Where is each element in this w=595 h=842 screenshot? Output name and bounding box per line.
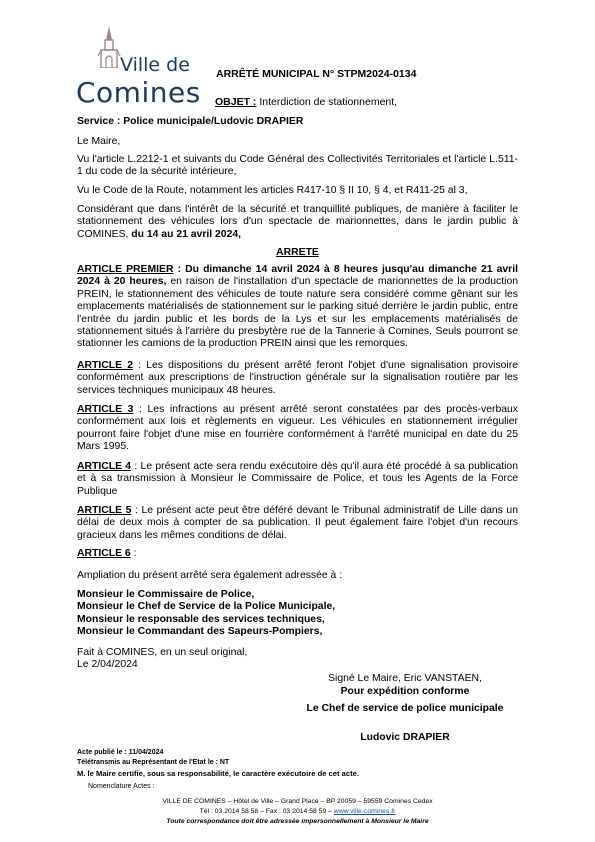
footer-address: VILLE DE COMINES – Hôtel de Ville – Grand Place – BP 20059 – 59559 Comines Cedex (162, 798, 433, 805)
signature-name: Ludovic DRAPIER (360, 731, 450, 743)
website-link[interactable]: www.ville-comines.fr (333, 808, 396, 815)
publication-date: Acte publié le : 11/04/2024 (77, 749, 164, 756)
footer (0, 797, 595, 827)
article-5 (77, 505, 518, 542)
logo-line1: Ville de (120, 54, 190, 76)
arrete-heading (77, 247, 518, 259)
article-5-label: ARTICLE 5 (77, 505, 132, 516)
vu-code-route: Vu le Code de la Route, notamment les articles R417-10 § II 10, § 4, et R411-25 al 3, (77, 185, 468, 196)
article-4-label: ARTICLE 4 (77, 461, 132, 472)
signature-maire: Signé Le Maire, Eric VANSTAEN, (328, 673, 482, 684)
certification: M. le Maire certifie, sous sa responsabilité, le caractère exécutoire de cet acte. (77, 769, 359, 778)
article-6-label: ARTICLE 6 (77, 548, 131, 559)
destinataire: Monsieur le responsable des services techniques, (77, 613, 325, 625)
article-5-text: : Le présent acte peut être déféré devant le Tribunal administratif de Lille dans un délai de deux mois à compter de sa publication. Il peut également faire l'objet d'un recours gracieux dans les mêmes conditions de délai. (77, 505, 518, 541)
footer-phone: Tél : 03 2014 58 58 – Fax : 03 2014 58 59 – (199, 808, 334, 815)
objet-label: OBJET : (215, 96, 257, 108)
destinataire: Monsieur le Commissaire de Police, (77, 589, 255, 600)
comines-logo (76, 26, 201, 109)
signature-block (250, 673, 560, 744)
article-1-label: ARTICLE PREMIER (77, 264, 174, 275)
logo-line2: Comines (76, 76, 201, 109)
service-line: Service : Police municipale/Ludovic DRAPIER (77, 116, 304, 127)
article-6-text: : (130, 548, 137, 559)
date-signature: Le 2/04/2024 (77, 659, 138, 670)
article-1-text: en raison de l'installation d'un spectacle de marionnettes de la production PREIN, le stationnement des véhicules de toute nature sera considéré comme gênant sur les emplacements matérialisés de stationnement sur le parking situé derrière le jardin public, entre l'entrée du jardin public et les bords de la Lys et sur les emplacements matérialisés de stationnement situés à l'arrière du presbytère rue de la Tannerie à Comines. Seuls pourront se stationner les camions de la production PREIN ainsi que les remorques. (77, 276, 518, 350)
arrete-title: ARRÊTÉ MUNICIPAL N° STPM2024-0134 (216, 68, 417, 80)
article-2-text: : Les dispositions du présent arrêté feront l'objet d'une signalisation provisoire conformément aux prescriptions de l'instruction générale sur la signalisation routière par les services techniques municipaux 48 heures. (77, 360, 518, 396)
vu-cgct: Vu l'article L.2212-1 et suivants du Code Général des Collectivités Territoriales et l'article L.511-1 du code de la sécurité intérieure, (77, 154, 518, 178)
article-1 (77, 264, 518, 351)
article-1-dates: : Du dimanche 14 avril 2024 à 8 heures jusqu'au dimanche 21 avril 2024 à 20 heures, (77, 264, 518, 288)
article-2-label: ARTICLE 2 (77, 360, 133, 371)
ampliation: Ampliation du présent arrêté sera également adressée à : (77, 570, 343, 581)
article-3-label: ARTICLE 3 (77, 404, 134, 415)
church-tower-icon (96, 26, 122, 68)
footer-notice: Toute correspondance doit être adressée impersonnellement à Monsieur le Maire (166, 818, 429, 825)
destinataire: Monsieur le Chef de Service de la Police Municipale, (77, 601, 336, 613)
article-3 (77, 404, 518, 454)
article-4 (77, 461, 518, 498)
considerant-text: Considérant que dans l'intérêt de la sécurité et tranquillité publiques, de manière à faciliter le stationnement des véhicules lors d'un spectacle de marionnettes, dans le jardin public à COMINES, (77, 204, 518, 240)
article-2 (77, 360, 518, 397)
objet-line (215, 96, 397, 108)
footer-contact (0, 807, 595, 817)
destinataire: Monsieur le Commandant des Sapeurs-Pompiers, (77, 626, 323, 638)
article-6 (77, 548, 518, 560)
arrete-label: ARRETE (276, 247, 319, 258)
objet-text: Interdiction de stationnement, (256, 96, 398, 108)
signature-expedition: Pour expédition conforme (340, 685, 470, 697)
destinataires-list (77, 589, 518, 639)
fait-a: Fait à COMINES, en un seul original, (77, 647, 248, 658)
teletransmission: Télétransmis au Représentant de l'Etat le : NT (77, 759, 230, 766)
signature-chef-service: Le Chef de service de police municipale (306, 703, 504, 714)
le-maire: Le Maire, (77, 136, 121, 147)
nomenclature: Nomenclature Actes : (88, 783, 155, 790)
considerant-dates: du 14 au 21 avril 2024, (128, 228, 242, 240)
article-4-text: : Le présent acte sera rendu exécutoire dès qu'il aura été procédé à sa publication et à sa transmission à Monsieur le Commissaire de Police, et tous les Agents de la Force Publique (77, 461, 518, 497)
article-3-text: : Les infractions au présent arrêté seront constatées par des procès-verbaux conformément aux lois et règlements en vigueur. Les véhicules en stationnement irrégulier pourront faire l'objet d'une mise en fourrière conformément à l'arrêté municipal en date du 25 Mars 1995. (77, 404, 518, 453)
considerant (77, 204, 518, 241)
